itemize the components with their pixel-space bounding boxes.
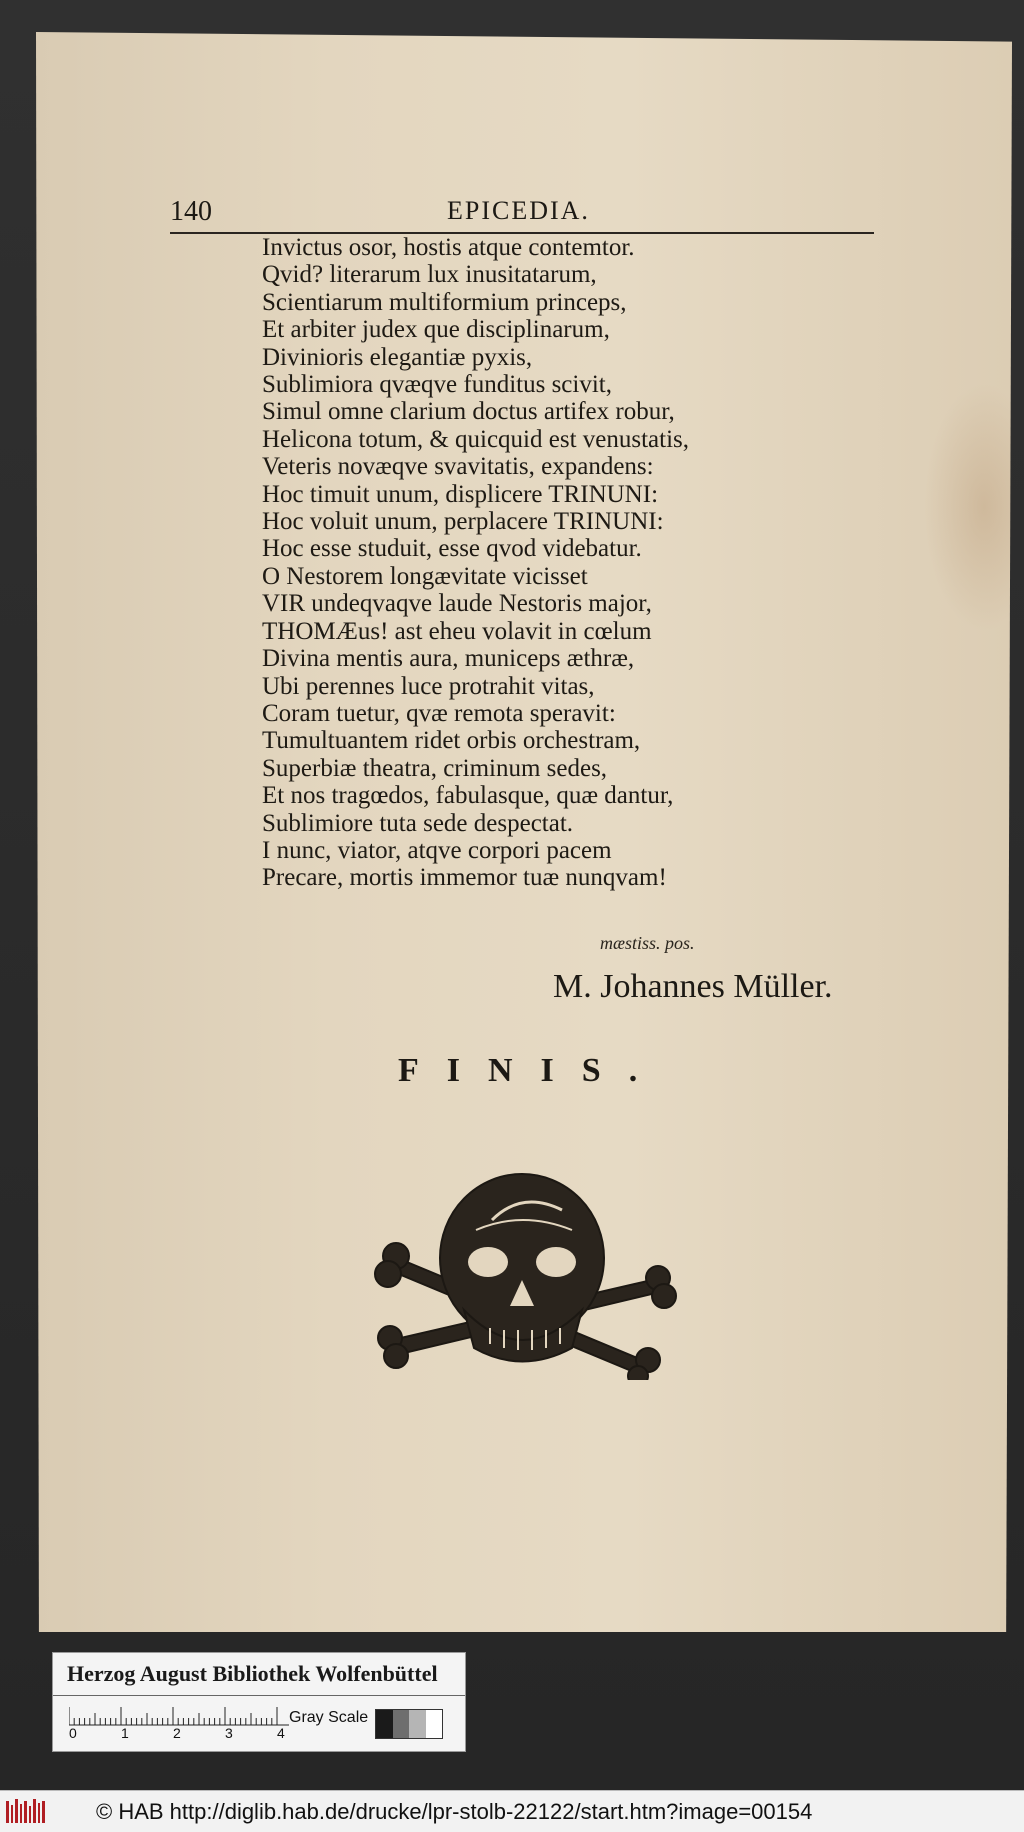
swatch-cell — [393, 1710, 410, 1738]
poem-line: Hoc esse studuit, esse qvod videbatur. — [262, 535, 642, 563]
ruler-number: 0 — [69, 1725, 77, 1741]
swatch-cell — [376, 1710, 393, 1738]
poem-line: Veteris novæqve svavitatis, expandens: — [262, 453, 654, 481]
poem-line: O Nestorem longævitate vicisset — [262, 562, 588, 590]
hab-logo-icon — [6, 1799, 46, 1825]
ruler-number: 2 — [173, 1725, 181, 1741]
poem-line: Qvid? literarum lux inusitatarum, — [262, 261, 597, 289]
ruler-number: 4 — [277, 1725, 285, 1741]
poem-line: Superbiæ theatra, criminum sedes, — [262, 754, 608, 782]
poem-line: Invictus osor, hostis atque contemtor. — [262, 234, 635, 261]
ruler-number: 1 — [121, 1725, 129, 1741]
grayscale-label: Gray Scale — [289, 1709, 369, 1726]
poem-line: I nunc, viator, atqve corpori pacem — [262, 836, 612, 864]
label-title: Herzog August Bibliothek Wolfenbüttel — [67, 1661, 438, 1686]
poem-line: Sublimiora qvæqve funditus scivit, — [262, 371, 612, 399]
paper-stain — [924, 382, 1024, 632]
footer-url: © HAB http://diglib.hab.de/drucke/lpr-stolb-22122/start.htm?image=00154 — [96, 1799, 813, 1824]
poem-line: Divinioris elegantiæ pyxis, — [262, 343, 533, 371]
poem-text — [262, 234, 862, 892]
poem-line: Helicona totum, & quicquid est venustatis, — [262, 425, 690, 453]
poem-line: Et nos tragœdos, fabulasque, quæ dantur, — [262, 782, 674, 810]
finis-heading: FINIS. — [398, 1052, 666, 1089]
grayscale-swatch — [375, 1709, 443, 1739]
poem-line: Precare, mortis immemor tuæ nunqvam! — [262, 864, 667, 892]
poem-line: Tumultuantem ridet orbis orchestram, — [262, 727, 641, 755]
poem-line: THOMÆus! ast eheu volavit in cœlum — [262, 617, 652, 645]
skull-and-crossbones-icon — [372, 1170, 678, 1380]
poem-line: VIR undeqvaqve laude Nestoris major, — [262, 590, 652, 618]
poem-line: Et arbiter judex que disciplinarum, — [262, 316, 610, 344]
ruler-number: 3 — [225, 1725, 233, 1741]
poem-line: Hoc timuit unum, displicere TRINUNI: — [262, 480, 659, 508]
poem-line: Hoc voluit unum, perplacere TRINUNI: — [262, 508, 664, 536]
library-label — [52, 1652, 466, 1752]
page-number: 140 — [170, 196, 212, 227]
poem-line: Ubi perennes luce protrahit vitas, — [262, 672, 595, 700]
poem-line: Coram tuetur, qvæ remota speravit: — [262, 699, 616, 727]
poem-line: Divina mentis aura, municeps æthræ, — [262, 645, 635, 673]
swatch-cell — [409, 1710, 426, 1738]
dedication: mæstiss. pos. — [600, 933, 695, 953]
poem-line: Sublimiore tuta sede despectat. — [262, 809, 574, 837]
page-title: EPICEDIA. — [447, 196, 590, 225]
poem-line: Scientiarum multiformium princeps, — [262, 288, 627, 316]
label-divider — [53, 1695, 465, 1696]
swatch-cell — [426, 1710, 443, 1738]
poem-line: Simul omne clarium doctus artifex robur, — [262, 398, 675, 426]
running-head — [170, 196, 874, 236]
author-signature: M. Johannes Müller. — [553, 968, 833, 1005]
footer-bar — [0, 1790, 1024, 1832]
